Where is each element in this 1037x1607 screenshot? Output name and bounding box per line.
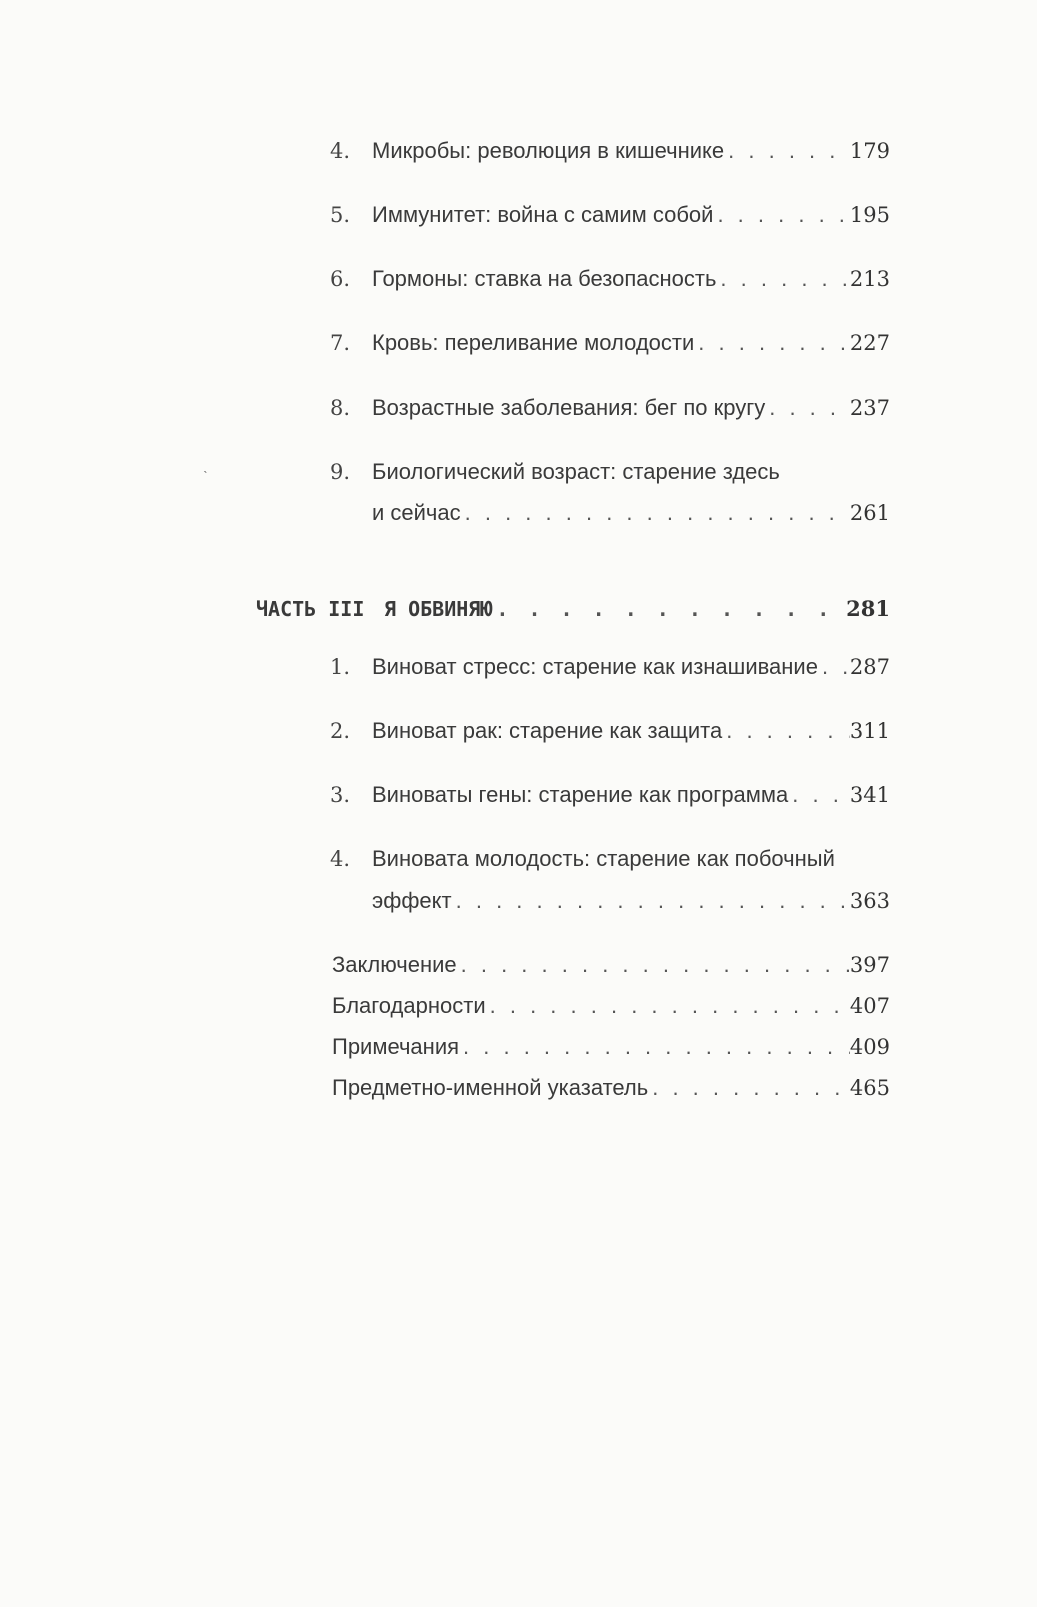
toc-entry-chapter-9[interactable] (330, 455, 890, 489)
stray-mark: ˴ (203, 462, 208, 478)
toc-entry-chapter-8[interactable] (330, 391, 890, 425)
dot-leader (492, 592, 846, 626)
toc-entry-chapter-5[interactable] (330, 198, 890, 232)
dot-leader (788, 778, 850, 812)
chapter-number: 3. (330, 783, 351, 807)
dot-leader (486, 989, 850, 1023)
chapter-title-continued: и сейчас (372, 500, 461, 525)
chapter-title: Виноват рак: старение как защита (372, 718, 723, 743)
page-number: 363 (849, 889, 890, 913)
page-number: 227 (849, 331, 890, 355)
chapter-title: Возрастные заболевания: бег по кругу (372, 395, 766, 420)
page-number: 261 (849, 501, 890, 525)
toc-entry-part3-chapter-1[interactable] (330, 650, 890, 684)
dot-leader (452, 884, 850, 918)
toc-entry-index[interactable] (332, 1071, 890, 1105)
chapter-number: 6. (330, 267, 351, 291)
page-number: 237 (849, 396, 890, 420)
dot-leader (713, 198, 849, 232)
dot-leader (694, 326, 850, 360)
entry-title: Предметно-именной указатель (332, 1075, 649, 1100)
dot-leader (765, 391, 850, 425)
entry-title: Благодарности (332, 993, 486, 1018)
page-number: 409 (849, 1035, 890, 1059)
chapter-title: Виноваты гены: старение как программа (372, 782, 789, 807)
toc-entry-acknowledgements[interactable] (332, 989, 890, 1023)
toc-entry-part3-chapter-4-continued[interactable] (330, 884, 890, 918)
chapter-title: Виноват стресс: старение как изнашивание (372, 654, 818, 679)
toc-entry-chapter-7[interactable] (330, 326, 890, 360)
toc-entry-conclusion[interactable] (332, 948, 890, 982)
chapter-number: 8. (330, 396, 351, 420)
toc-entry-chapter-4[interactable] (330, 134, 890, 168)
dot-leader (648, 1071, 850, 1105)
toc-entry-part3-chapter-4[interactable] (330, 842, 890, 876)
toc-entry-chapter-6[interactable] (330, 262, 890, 296)
part-label: ЧАСТЬ III (256, 597, 365, 621)
toc-entry-part3-chapter-2[interactable] (330, 714, 890, 748)
dot-leader (457, 948, 850, 982)
chapter-number: 4. (330, 847, 351, 871)
page-number: 311 (849, 719, 890, 743)
page-number: 287 (849, 655, 890, 679)
toc-entry-part3-chapter-3[interactable] (330, 778, 890, 812)
page-number: 213 (849, 267, 890, 291)
page-number: 341 (849, 783, 890, 807)
toc-entry-notes[interactable] (332, 1030, 890, 1064)
chapter-number: 7. (330, 331, 351, 355)
chapter-title: Микробы: революция в кишечнике (372, 138, 725, 163)
dot-leader (722, 714, 850, 748)
chapter-title: Кровь: переливание молодости (372, 330, 695, 355)
dot-leader (461, 496, 850, 530)
dot-leader (818, 650, 850, 684)
chapter-number: 9. (330, 460, 351, 484)
chapter-number: 2. (330, 719, 351, 743)
page-number: 179 (849, 139, 890, 163)
entry-title: Примечания (332, 1034, 460, 1059)
page-number: 281 (846, 596, 890, 621)
dot-leader (724, 134, 850, 168)
chapter-number: 4. (330, 139, 351, 163)
page-number: 397 (849, 953, 890, 977)
part-title: Я ОБВИНЯЮ (384, 597, 493, 621)
toc-part-3[interactable] (256, 592, 890, 626)
page-number: 465 (849, 1076, 890, 1100)
page-number: 195 (849, 203, 890, 227)
chapter-number: 5. (330, 203, 351, 227)
chapter-number: 1. (330, 655, 351, 679)
dot-leader (716, 262, 849, 296)
chapter-title: Иммунитет: война с самим собой (372, 202, 714, 227)
chapter-title-continued: эффект (372, 888, 452, 913)
page-number: 407 (849, 994, 890, 1018)
chapter-title: Виновата молодость: старение как побочный (372, 846, 835, 871)
toc-entry-chapter-9-continued[interactable] (330, 496, 890, 530)
chapter-title: Гормоны: ставка на безопасность (372, 266, 717, 291)
dot-leader (459, 1030, 850, 1064)
entry-title: Заключение (332, 952, 457, 977)
chapter-title: Биологический возраст: старение здесь (372, 459, 780, 484)
